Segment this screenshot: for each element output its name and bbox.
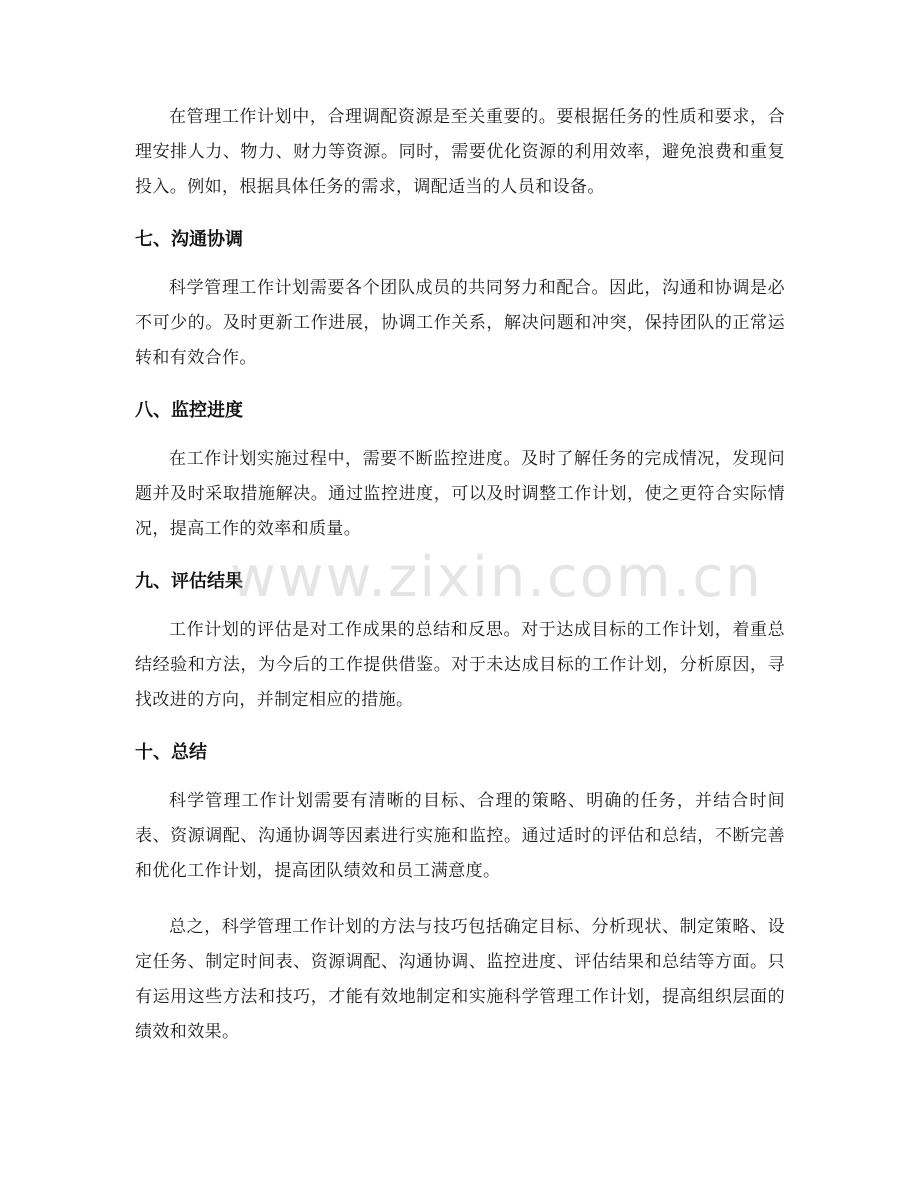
section-paragraph-monitoring: 在工作计划实施过程中，需要不断监控进度。及时了解任务的完成情况，发现问题并及时采取措施解决。通过监控进度，可以及时调整工作计划，使之更符合实际情况，提高工作的效率和质量。: [135, 449, 785, 539]
section-heading-monitoring: 八、监控进度: [135, 400, 243, 421]
section-heading-evaluation: 九、评估结果: [135, 571, 243, 592]
section-paragraph-communication: 科学管理工作计划需要各个团队成员的共同努力和配合。因此，沟通和协调是必不可少的。及时更新工作进展，协调工作关系，解决问题和冲突，保持团队的正常运转和有效合作。: [135, 278, 785, 368]
section-paragraph-evaluation: 工作计划的评估是对工作成果的总结和反思。对于达成目标的工作计划，着重总结经验和方法，为今后的工作提供借鉴。对于未达成目标的工作计划，分析原因，寻找改进的方向，并制定相应的措施。: [135, 620, 785, 710]
document-page: [135, 100, 785, 1050]
section-paragraph-summary-2: 总之，科学管理工作计划的方法与技巧包括确定目标、分析现状、制定策略、设定任务、制定时间表、资源调配、沟通协调、监控进度、评估结果和总结等方面。只有运用这些方法和技巧，才能有效地制定和实施科学管理工作计划，提高组织层面的绩效和效果。: [135, 917, 785, 1042]
section-heading-communication: 七、沟通协调: [135, 229, 243, 250]
section-paragraph-summary-1: 科学管理工作计划需要有清晰的目标、合理的策略、明确的任务，并结合时间表、资源调配、沟通协调等因素进行实施和监控。通过适时的评估和总结，不断完善和优化工作计划，提高团队绩效和员工满意度。: [135, 791, 785, 881]
intro-paragraph: 在管理工作计划中，合理调配资源是至关重要的。要根据任务的性质和要求，合理安排人力、物力、财力等资源。同时，需要优化资源的利用效率，避免浪费和重复投入。例如，根据具体任务的需求，调配适当的人员和设备。: [135, 107, 785, 197]
section-heading-summary: 十、总结: [135, 742, 207, 763]
watermark-text: www.zixin.com.cn: [230, 545, 763, 610]
